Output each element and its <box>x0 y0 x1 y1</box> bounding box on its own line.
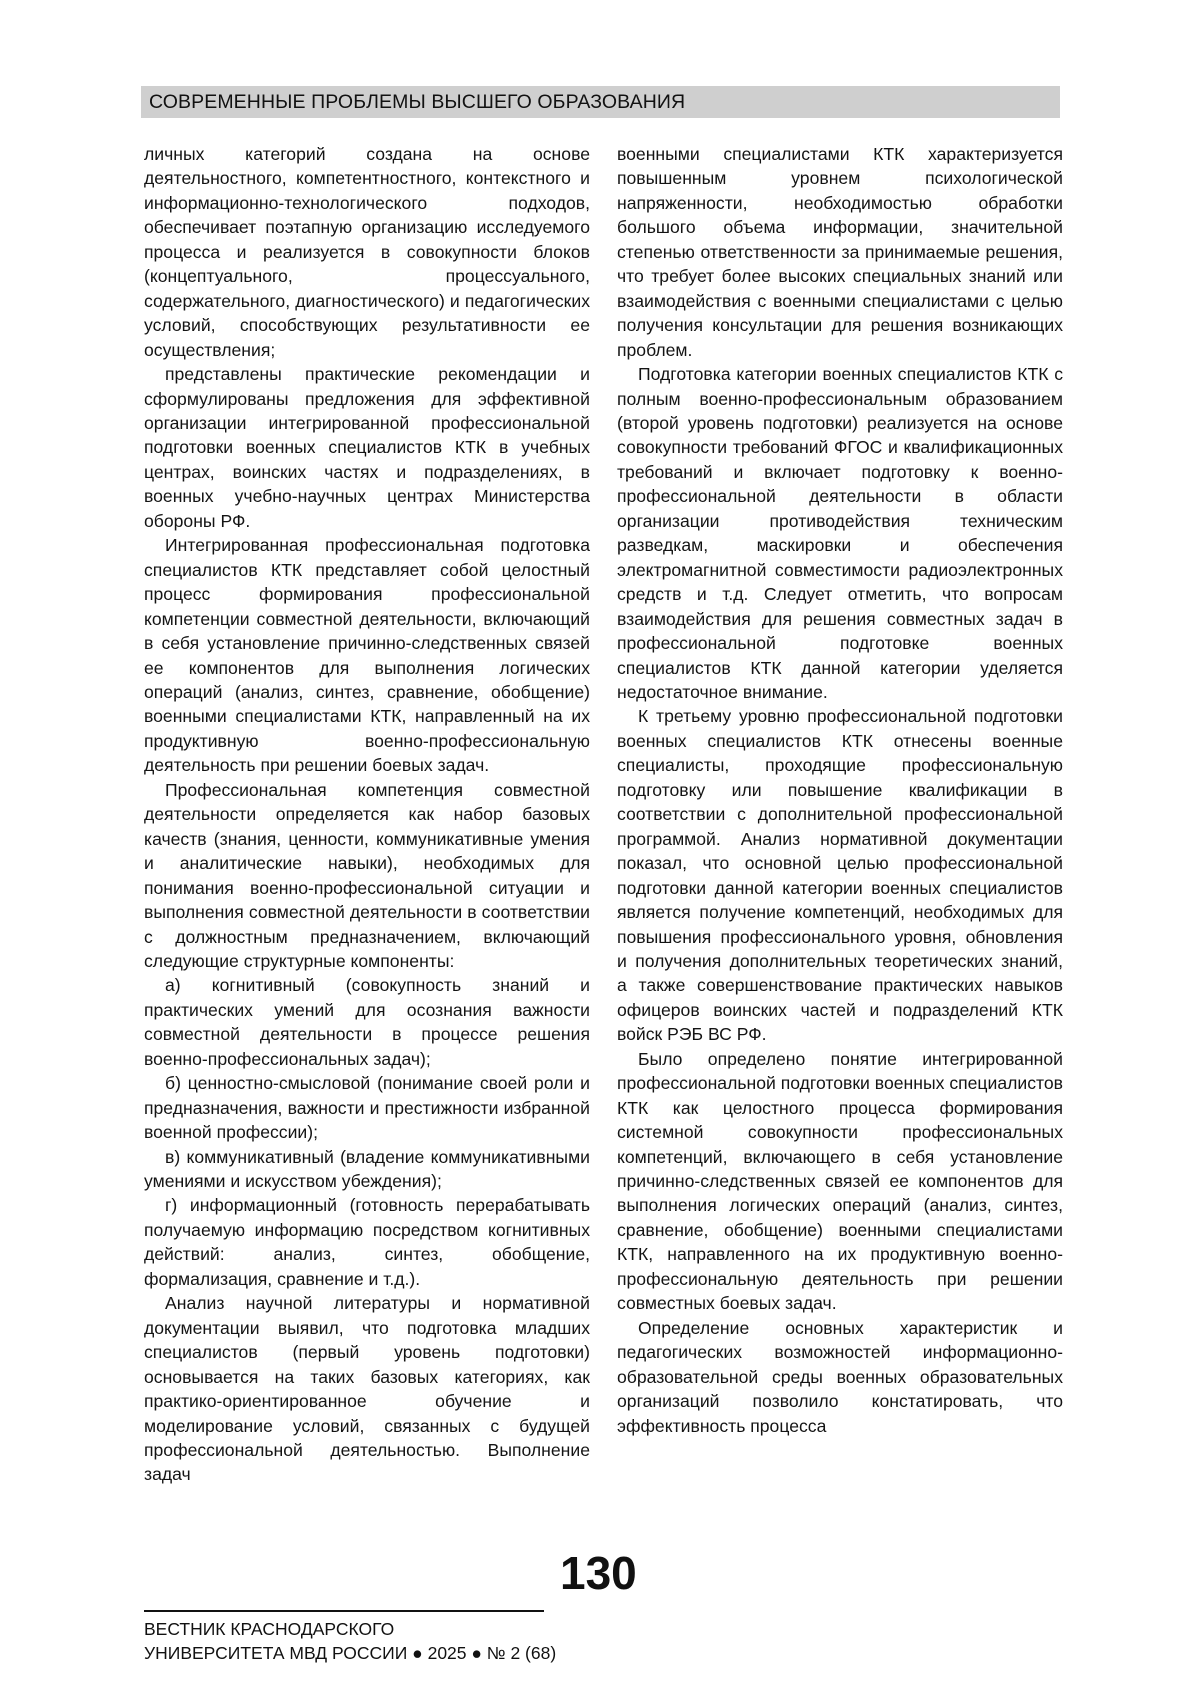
list-item: г) информационный (готовность перерабатывать получаемую информацию посредством когнитивных действий: анализ, синтез, обобщение, формализация, сравнение и т.д.). <box>144 1195 590 1289</box>
paragraph: Было определено понятие интегрированной профессиональной подготовки военных специалистов КТК как целостного процесса формирования системной совокупности профессиональных компетенций, включающего в себя установление причинно-следственных связей ее компонентов для выполнения логических операций (анализ, синтез, сравнение, обобщение) военными специалистами КТК, направленного на их продуктивную военно-профессиональную деятельность при решении совместных боевых задач. <box>617 1048 1063 1314</box>
paragraph: личных категорий создана на основе деятельностного, компетентностного, контекстного и информационно-технологического подходов, обеспечивает поэтапную организацию исследуемого процесса и реализуется в совокупности блоков (концептуального, процессуального, содержательного, диагностического) и педагогических условий, способствующих результативности ее осуществления; <box>144 144 590 360</box>
list-item: а) когнитивный (совокупность знаний и практических умений для осознания важности совместной деятельности в процессе решения военно-профессиональных задач); <box>144 975 590 1069</box>
journal-title-line1: ВЕСТНИК КРАСНОДАРСКОГО <box>144 1619 395 1639</box>
page-number: 130 <box>560 1547 637 1599</box>
paragraph: К третьему уровню профессиональной подготовки военных специалистов КТК отнесены военные специалисты, проходящие профессиональную подготовку или повышение квалификации в соответствии с дополнительной профессиональной программой. Анализ нормативной документации показал, что основной целью профессиональной подготовки данной категории военных специалистов является получение компетенций, необходимых для повышения профессионального уровня, обновления и получения дополнительных теоретических знаний, а также совершенствование практических навыков офицеров воинских частей и подразделений КТК войск РЭБ ВС РФ. <box>617 706 1063 1045</box>
list-item: б) ценностно-смысловой (понимание своей роли и предназначения, важности и престижности избранной военной профессии); <box>144 1073 590 1143</box>
running-header-title: СОВРЕМЕННЫЕ ПРОБЛЕМЫ ВЫСШЕГО ОБРАЗОВАНИЯ <box>149 91 686 113</box>
paragraph: Определение основных характеристик и педагогических возможностей информационно-образовательной среды военных образовательных организаций позволило констатировать, что эффективность процесса <box>617 1317 1063 1436</box>
paragraph: представлены практические рекомендации и сформулированы предложения для эффективной организации интегрированной профессиональной подготовки военных специалистов КТК в учебных центрах, воинских частях и подразделениях, в военных учебно-научных центрах Министерства обороны РФ. <box>144 364 590 531</box>
footer-divider <box>144 1610 544 1612</box>
paragraph: Подготовка категории военных специалистов КТК с полным военно-профессиональным образованием (второй уровень подготовки) реализуется на основе совокупности требований ФГОС и квалификационных требований и включает подготовку к военно-профессиональной деятельности в области организации противодействия техническим разведкам, маскировки и обеспечения электромагнитной совместимости радиоэлектронных средств и т.д. Следует отметить, что вопросам взаимодействия для решения совместных задач в профессиональной подготовке военных специалистов КТК данной категории уделяется недостаточное внимание. <box>617 364 1063 702</box>
paragraph: Профессиональная компетенция совместной деятельности определяется как набор базовых качеств (знания, ценности, коммуникативные умения и аналитические навыки), необходимых для понимания военно-профессиональной ситуации и выполнения совместной деятельности в соответствии с должностным предназначением, включающий следующие структурные компоненты: <box>144 779 590 971</box>
list-item: в) коммуникативный (владение коммуникативными умениями и искусством убеждения); <box>144 1146 590 1192</box>
paragraph: военными специалистами КТК характеризуется повышенным уровнем психологической напряженности, необходимостью обработки большого объема информации, значительной степенью ответственности за принимаемые решения, что требует более высоких специальных знаний или взаимодействия с военными специалистами с целью получения консультации для решения возникающих проблем. <box>617 144 1063 360</box>
paragraph: Анализ научной литературы и нормативной документации выявил, что подготовка младших специалистов (первый уровень подготовки) основывается на таких базовых категориях, как практико-ориентированное обучение и моделирование условий, связанных с будущей профессиональной деятельностью. Выполнение задач <box>144 1293 590 1485</box>
journal-title-line2: УНИВЕРСИТЕТА МВД РОССИИ ● 2025 ● № 2 (68) <box>144 1643 557 1663</box>
left-text-column <box>144 142 590 1487</box>
right-text-column <box>617 142 1063 1438</box>
paragraph: Интегрированная профессиональная подготовка специалистов КТК представляет собой целостный процесс формирования профессиональной компетенции совместной деятельности, включающий в себя установление причинно-следственных связей ее компонентов для выполнения логических операций (анализ, синтез, сравнение, обобщение) военными специалистами КТК, направленный на их продуктивную военно-профессиональную деятельность при решении боевых задач. <box>144 535 590 776</box>
